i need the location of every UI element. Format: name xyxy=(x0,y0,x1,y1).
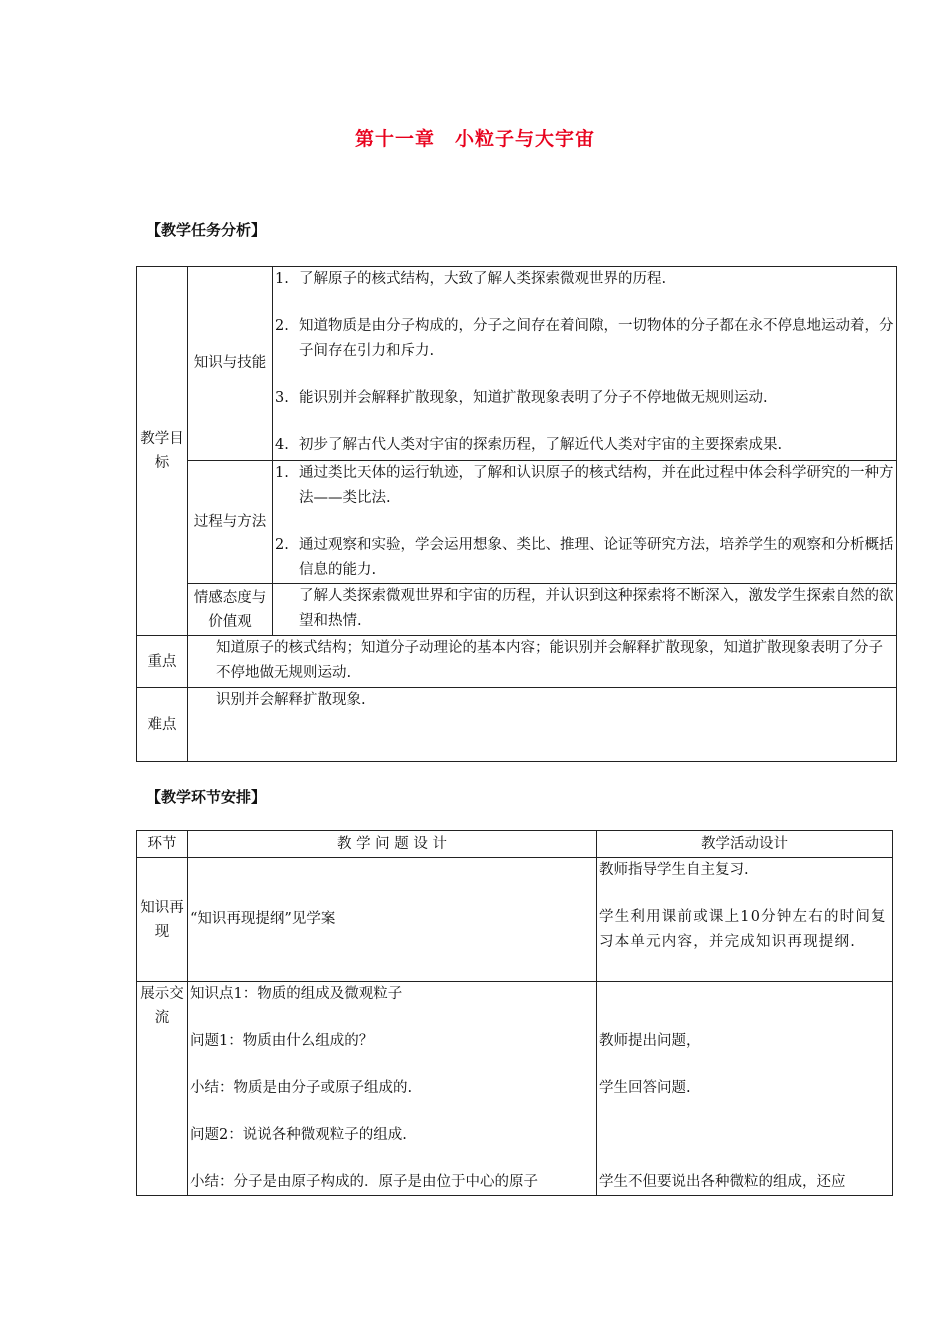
key-point-label-cell xyxy=(137,636,188,688)
knowledge-item: 1. 了解原子的核式结构，大致了解人类探索微观世界的历程. xyxy=(275,271,667,287)
goal-label-cell xyxy=(137,267,188,636)
difficulty-label-cell xyxy=(137,688,188,762)
process-label-cell xyxy=(188,461,273,584)
header-stage: 环节 xyxy=(137,831,188,858)
goal-label: 教学目标 xyxy=(140,431,184,471)
section-heading-schedule: 【教学环节安排】 xyxy=(146,788,267,806)
knowledge-label-cell xyxy=(188,267,273,461)
process-item: 1. 通过类比天体的运行轨迹，了解和认识原子的核式结构，并在此过程中体会科学研究的一种方法——类比法. xyxy=(275,465,894,506)
schedule-table xyxy=(136,830,893,1196)
knowledge-item: 4. 初步了解古代人类对宇宙的探索历程，了解近代人类对宇宙的主要探索成果. xyxy=(275,437,783,453)
key-point-label: 重点 xyxy=(147,653,177,670)
stage-showcase: 展示交流 xyxy=(137,982,188,1196)
process-label: 过程与方法 xyxy=(193,513,267,530)
question-cell: “知识再现提纲”见学案 xyxy=(188,858,597,982)
difficulty-content: 识别并会解释扩散现象. xyxy=(188,688,897,762)
process-item: 2. 通过观察和实验，学会运用想象、类比、推理、论证等研究方法，培养学生的观察和分析概括信息的能力. xyxy=(275,537,894,578)
difficulty-label: 难点 xyxy=(147,716,177,733)
header-question: 教 学 问 题 设 计 xyxy=(188,831,597,858)
objectives-table xyxy=(136,266,897,762)
knowledge-item: 3. 能识别并会解释扩散现象，知道扩散现象表明了分子不停地做无规则运动. xyxy=(275,390,768,406)
knowledge-item: 2. 知道物质是由分子构成的，分子之间存在着间隙，一切物体的分子都在永不停息地运动着，分子间存在引力和斥力. xyxy=(275,318,894,359)
attitude-label: 情感态度与价值观 xyxy=(193,589,267,630)
activity-cell: 教师提出问题， 学生回答问题. 学生不但要说出各种微粒的组成，还应 xyxy=(597,982,893,1196)
section-heading-task-analysis: 【教学任务分析】 xyxy=(146,221,267,239)
key-point-content: 知道原子的核式结构；知道分子动理论的基本内容；能识别并会解释扩散现象，知道扩散现象表明了分子不停地做无规则运动. xyxy=(188,636,897,688)
page-title: 第十一章 小粒子与大宇宙 xyxy=(354,128,595,150)
knowledge-content xyxy=(273,267,897,461)
stage-knowledge-review: 知识再现 xyxy=(137,858,188,982)
process-content xyxy=(273,461,897,584)
header-activity: 教学活动设计 xyxy=(597,831,893,858)
attitude-content: 了解人类探索微观世界和宇宙的历程，并认识到这种探索将不断深入，激发学生探索自然的欲望和热情. xyxy=(273,584,897,636)
question-cell: 知识点1：物质的组成及微观粒子 问题1：物质由什么组成的？ 小结：物质是由分子或原子组成的. 问题2：说说各种微观粒子的组成. 小结：分子是由原子构成的．原子是由位于中心的原子 xyxy=(188,982,597,1196)
activity-cell: 教师指导学生自主复习. 学生利用课前或课上10分钟左右的时间复习本单元内容，并完成知识再现提纲. xyxy=(597,858,893,982)
attitude-label-cell xyxy=(188,584,273,636)
knowledge-label: 知识与技能 xyxy=(193,355,267,371)
